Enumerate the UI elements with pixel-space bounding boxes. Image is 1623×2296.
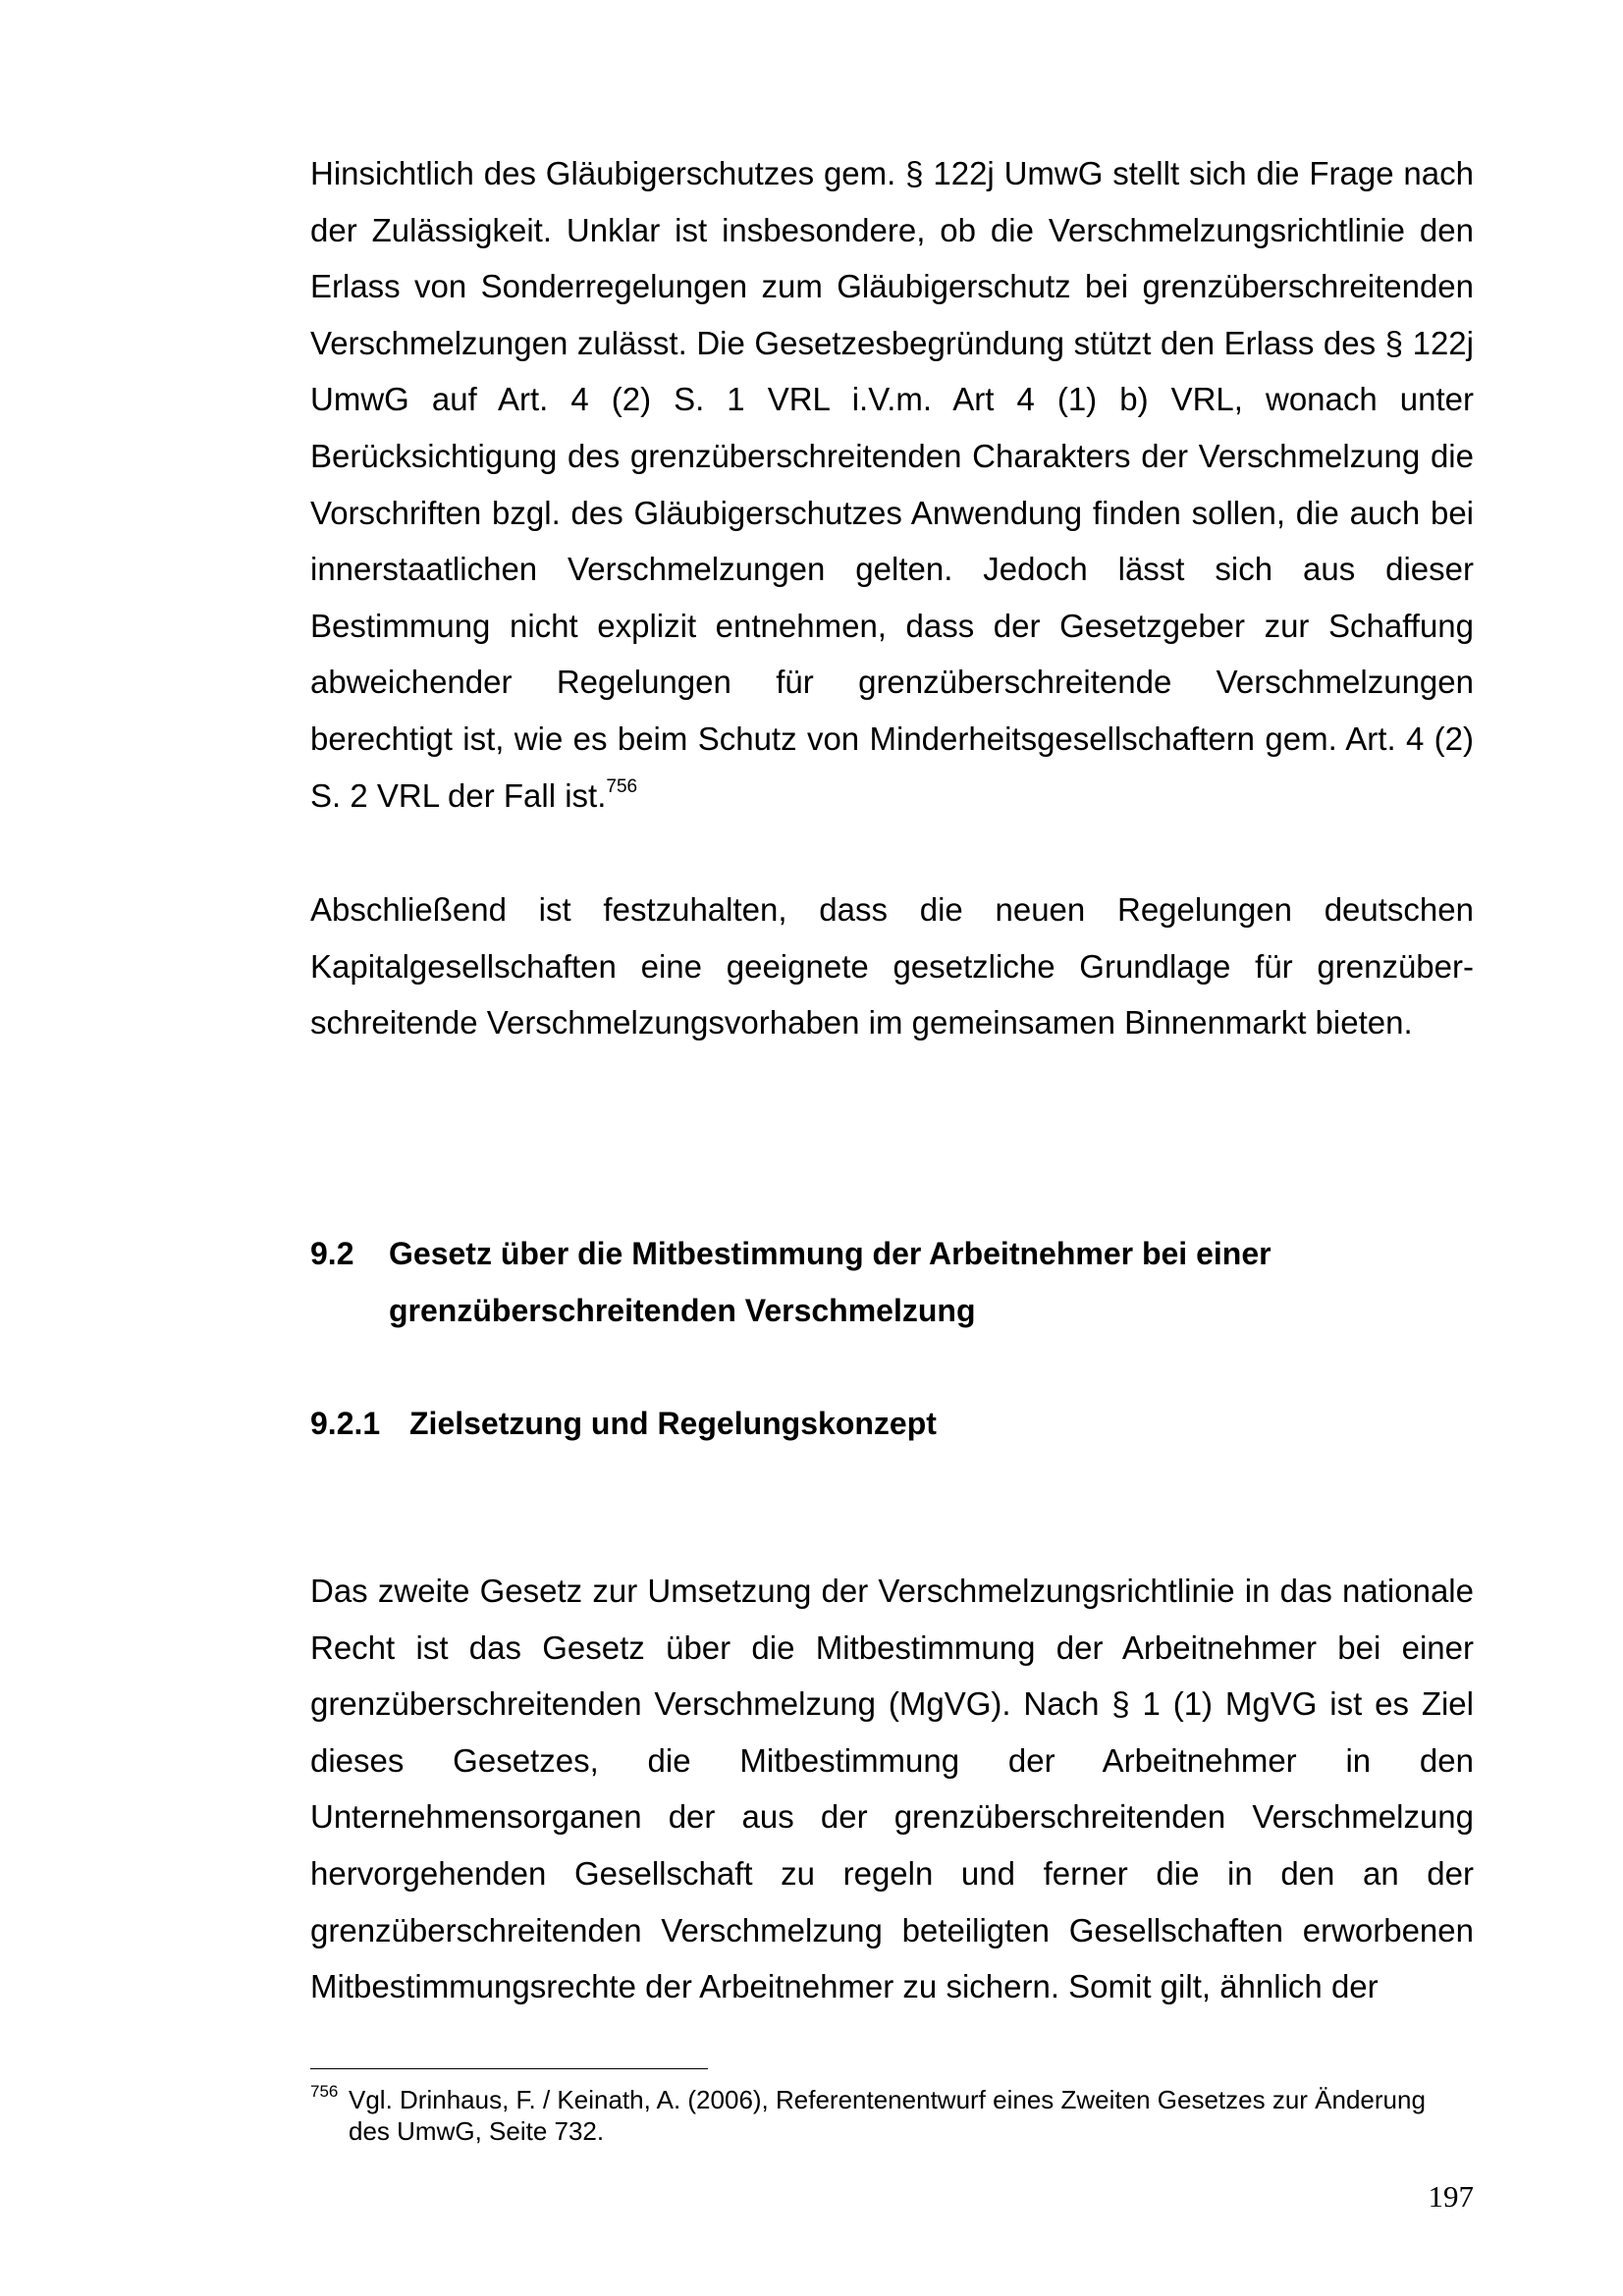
section-title: Gesetz über die Mitbestimmung der Arbeitnehmer bei einer grenzüberschreitenden Verschmelzung — [389, 1236, 1271, 1328]
page-number: 197 — [1428, 2179, 1474, 2214]
footnote-reference: 756 — [606, 775, 638, 797]
footnote — [310, 2084, 1439, 2147]
footnote-divider — [310, 2068, 708, 2069]
section-number: 9.2 — [310, 1236, 354, 1271]
paragraph-glaeubigerschutz — [310, 145, 1474, 829]
subsection-title: Zielsetzung und Regelungskonzept — [409, 1406, 937, 1441]
paragraph-conclusion: Abschließend ist festzuhalten, dass die neuen Regelungen deutschen Kapitalgesellschaften eine geeignete gesetzliche Grundlage für grenzüberschreitende Verschmelzungsvorhaben im gemeinsamen Binnenmarkt bieten. — [310, 891, 1474, 1041]
section-heading — [310, 1225, 1474, 1339]
subsection-heading — [310, 1395, 937, 1452]
paragraph-mgvg: Das zweite Gesetz zur Umsetzung der Verschmelzungsrichtlinie in das nationale Recht ist das Gesetz über die Mitbestimmung der Arbeitnehmer bei einer grenzüberschreitenden Verschmelzung (MgVG). Nach § 1 (1) MgVG ist es Ziel dieses Gesetzes, die Mitbestimmung der Arbeitnehmer in den Unternehmensorganen der aus der grenzüberschreitenden Verschmelzung hervorgehenden Gesellschaft zu regeln und ferner die in den an der grenzüberschreitenden Verschmelzung beteiligten Gesellschaften erworbenen Mitbestimmungsrechte der Arbeitnehmer zu sichern. Somit gilt, ähnlich der — [310, 1573, 1474, 2005]
subsection-number: 9.2.1 — [310, 1406, 381, 1441]
paragraph-text: Hinsichtlich des Gläubigerschutzes gem. § 122j UmwG stellt sich die Frage nach der Zulässigkeit. Unklar ist insbesondere, ob die Verschmelzungsrichtlinie den Erlass von Sonderregelungen zum Gläubigerschutz bei grenzüberschreitenden Verschmelzungen zulässt. Die Gesetzesbegründung stützt den Erlass des § 122j UmwG auf Art. 4 (2) S. 1 VRL i.V.m. Art 4 (1) b) VRL, wonach unter Berücksichtigung des grenzüberschreitenden Charakters der Verschmelzung die Vorschriften bzgl. des Gläubigerschutzes Anwendung finden sollen, die auch bei innerstaatlichen Verschmelzungen gelten. Jedoch lässt sich aus dieser Bestimmung nicht explizit entnehmen, dass der Gesetzgeber zur Schaffung abweichender Regelungen für grenzüberschreitende Verschmelzungen berechtigt ist, wie es beim Schutz von Minderheitsgesellschaftern gem. Art. 4 (2) S. 2 VRL der Fall ist. — [310, 155, 1474, 814]
footnote-mark: 756 — [310, 2082, 339, 2101]
footnote-text: Vgl. Drinhaus, F. / Keinath, A. (2006), Referentenentwurf eines Zweiten Gesetzes zur Änderung des UmwG, Seite 732. — [349, 2085, 1426, 2146]
